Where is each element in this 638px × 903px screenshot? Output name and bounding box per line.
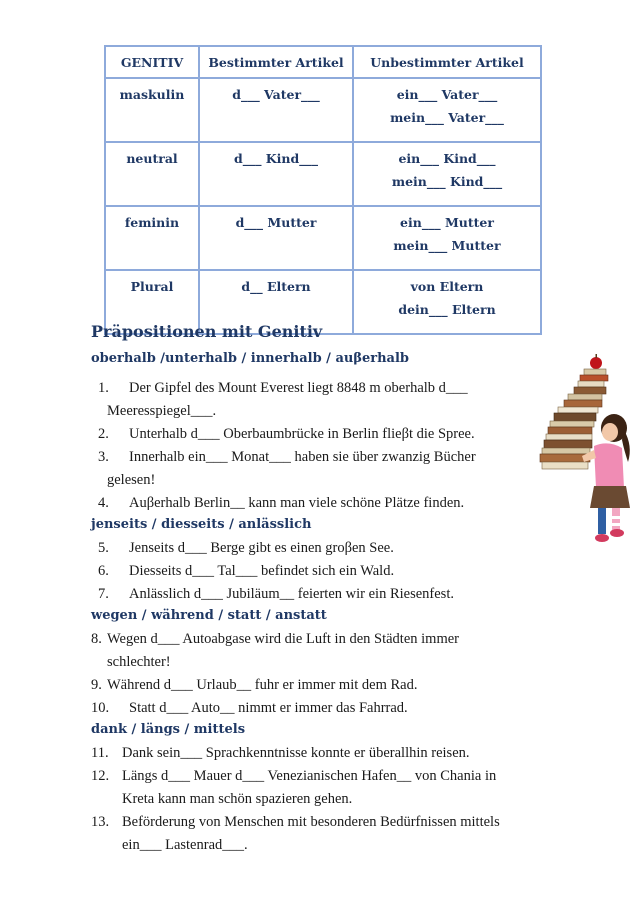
header-bestimmter-artikel: Bestimmter Artikel xyxy=(199,46,353,78)
exercise-item-12 xyxy=(91,768,496,785)
item-text: Beförderung von Menschen mit besonderen Bedürfnissen mittels xyxy=(122,814,500,830)
exercise-item-13-continued: ein___ Lastenrad___. xyxy=(122,837,248,853)
item-text: Statt d___ Auto__ nimmt er immer das Fahrrad. xyxy=(129,700,408,716)
exercise-item-6 xyxy=(98,563,394,580)
item-text: Anlässlich d___ Jubiläum__ feierten wir ein Riesenfest. xyxy=(129,586,454,602)
exercise-item-7 xyxy=(98,586,454,603)
table-header-row xyxy=(105,46,541,78)
item-text: Der Gipfel des Mount Everest liegt 8848 m oberhalb d___ xyxy=(129,380,468,396)
exercise-item-8-continued: schlechter! xyxy=(107,654,171,670)
item-number: 10. xyxy=(91,700,110,716)
row-label: neutral xyxy=(105,142,199,206)
indefinite-article-cell xyxy=(353,270,541,334)
exercise-item-12-continued: Kreta kann man schön spazieren gehen. xyxy=(122,791,353,807)
definite-article-cell: d___ Vater___ xyxy=(199,78,353,142)
definite-article-cell: d___ Kind___ xyxy=(199,142,353,206)
indefinite-line-1: ein___ Mutter xyxy=(400,215,494,230)
item-number: 5. xyxy=(98,540,109,556)
item-number: 6. xyxy=(98,563,109,579)
definite-article-cell: d___ Mutter xyxy=(199,206,353,270)
header-unbestimmter-artikel: Unbestimmter Artikel xyxy=(353,46,541,78)
item-text: Auβerhalb Berlin__ kann man viele schöne Plätze finden. xyxy=(129,495,465,511)
row-label: Plural xyxy=(105,270,199,334)
preposition-group-1: oberhalb /unterhalb / innerhalb / auβerhalb xyxy=(91,351,409,366)
apple-icon xyxy=(590,357,602,369)
item-number: 1. xyxy=(98,380,109,396)
genitive-table xyxy=(104,45,542,335)
item-number: 13. xyxy=(91,814,110,830)
girl-with-book-stack-icon xyxy=(538,350,634,550)
item-number: 8. xyxy=(91,631,102,647)
preposition-group-4: dank / längs / mittels xyxy=(91,722,246,737)
item-number: 9. xyxy=(91,677,102,693)
item-text: Jenseits d___ Berge gibt es einen groβen See. xyxy=(129,540,394,556)
item-number: 2. xyxy=(98,426,109,442)
exercise-item-9 xyxy=(91,677,417,694)
exercise-item-10 xyxy=(91,700,408,717)
exercise-item-3 xyxy=(98,449,476,466)
indefinite-article-cell xyxy=(353,142,541,206)
indefinite-line-2: mein___ Vater___ xyxy=(390,110,504,125)
indefinite-line-1: ein___ Vater___ xyxy=(396,87,498,102)
item-number: 3. xyxy=(98,449,109,465)
exercise-item-13 xyxy=(91,814,500,831)
item-number: 7. xyxy=(98,586,109,602)
item-text: Innerhalb ein___ Monat___ haben sie über zwanzig Bücher xyxy=(129,449,476,465)
item-text: Dank sein___ Sprachkenntnisse konnte er überallhin reisen. xyxy=(122,745,470,761)
indefinite-line-2: mein___ Mutter xyxy=(393,238,501,253)
exercise-item-5 xyxy=(98,540,394,557)
indefinite-article-cell xyxy=(353,78,541,142)
item-text: Längs d___ Mauer d___ Venezianischen Hafen__ von Chania in xyxy=(122,768,497,784)
preposition-group-3: wegen / während / statt / anstatt xyxy=(91,608,327,623)
indefinite-line-2: dein___ Eltern xyxy=(398,302,496,317)
exercise-item-4 xyxy=(98,495,464,512)
row-label: feminin xyxy=(105,206,199,270)
table-row-maskulin xyxy=(105,78,541,142)
indefinite-line-1: von Eltern xyxy=(410,279,484,294)
exercise-item-11 xyxy=(91,745,470,762)
item-text: Unterhalb d___ Oberbaumbrücke in Berlin flieβt die Spree. xyxy=(129,426,475,442)
indefinite-line-2: mein___ Kind___ xyxy=(391,174,503,189)
exercise-item-1 xyxy=(98,380,468,397)
exercise-item-8 xyxy=(91,631,459,648)
table-row-neutral xyxy=(105,142,541,206)
section-heading: Präpositionen mit Genitiv xyxy=(91,322,323,341)
preposition-group-2: jenseits / diesseits / anlässlich xyxy=(91,517,312,532)
row-label: maskulin xyxy=(105,78,199,142)
item-text: Diesseits d___ Tal___ befindet sich ein Wald. xyxy=(129,563,395,579)
definite-article-cell: d__ Eltern xyxy=(199,270,353,334)
item-number: 12. xyxy=(91,768,110,784)
indefinite-article-cell xyxy=(353,206,541,270)
table-row-feminin xyxy=(105,206,541,270)
indefinite-line-1: ein___ Kind___ xyxy=(398,151,496,166)
exercise-item-1-continued: Meeresspiegel___. xyxy=(107,403,217,419)
item-text: Wegen d___ Autoabgase wird die Luft in den Städten immer xyxy=(107,631,459,647)
header-genitiv: GENITIV xyxy=(105,46,199,78)
exercise-item-2 xyxy=(98,426,475,443)
item-number: 4. xyxy=(98,495,109,511)
item-number: 11. xyxy=(91,745,109,761)
item-text: Während d___ Urlaub__ fuhr er immer mit dem Rad. xyxy=(107,677,418,693)
exercise-item-3-continued: gelesen! xyxy=(107,472,156,488)
